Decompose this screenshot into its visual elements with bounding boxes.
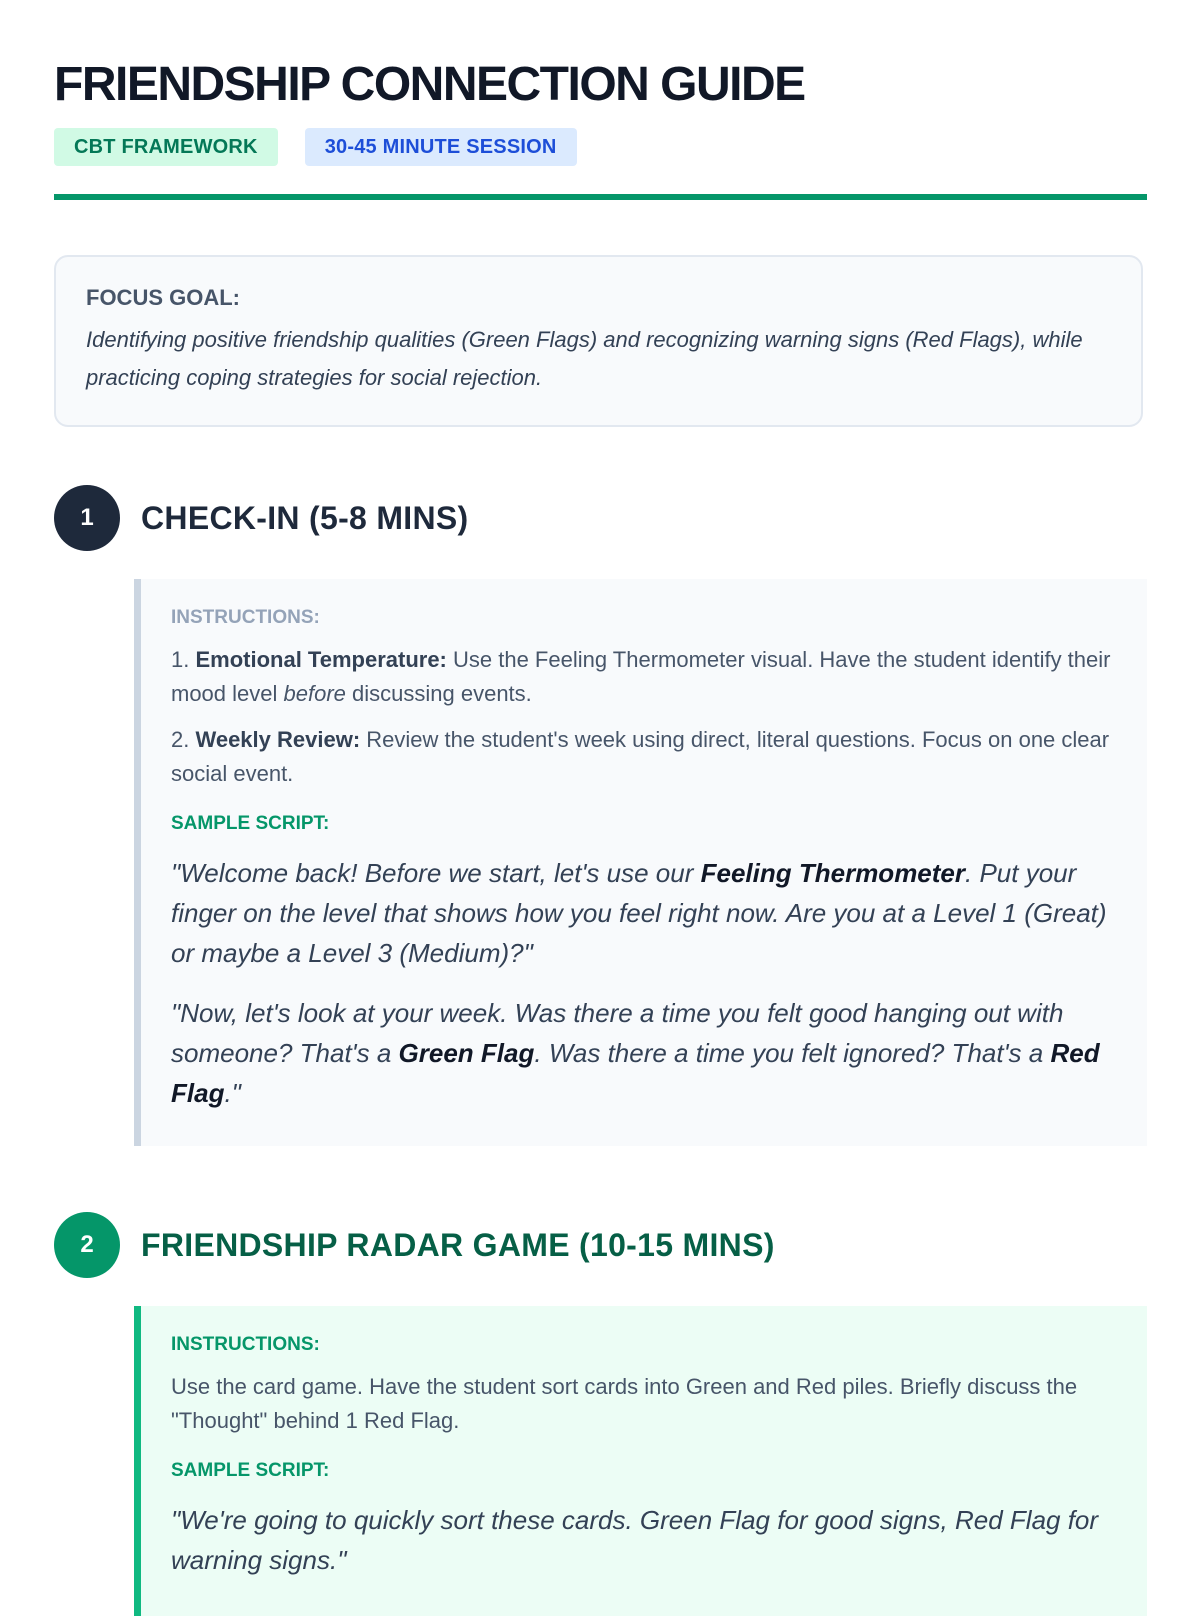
focus-goal-text: Identifying positive friendship qualities (Green Flags) and recognizing warning signs (Red Flags), while practicing coping strategies for social rejection. bbox=[86, 327, 1083, 390]
step-2-title: FRIENDSHIP RADAR GAME (10-15 MINS) bbox=[141, 1226, 775, 1263]
step-2-instruction: Use the card game. Have the student sort cards into Green and Red piles. Briefly discuss the "Thought" behind 1 Red Flag. bbox=[171, 1374, 1078, 1433]
step-1-script-1: "Welcome back! Before we start, let's use our Feeling Thermometer. Put your finger on the level that shows how you feel right now. Are you at a Level 1 (Great) or maybe a Level 3 (Medium)?" bbox=[171, 858, 1107, 968]
step-1-script-2: "Now, let's look at your week. Was there a time you felt good hanging out with someone? That's a Green Flag. Was there a time you felt ignored? That's a Red Flag." bbox=[171, 998, 1100, 1108]
tag-row bbox=[54, 128, 577, 166]
step-1-title: CHECK-IN (5-8 MINS) bbox=[141, 499, 469, 536]
step-1-instruction-1: 1. Emotional Temperature: Use the Feeling Thermometer visual. Have the student identify their mood level before discussing events. bbox=[171, 647, 1111, 706]
duration-tag: 30-45 MINUTE SESSION bbox=[305, 128, 577, 166]
focus-goal-box bbox=[54, 255, 1143, 427]
step-1-header bbox=[54, 485, 468, 551]
step-1-instruction-2: 2. Weekly Review: Review the student's week using direct, literal questions. Focus on one clear social event. bbox=[171, 727, 1110, 786]
framework-tag: CBT FRAMEWORK bbox=[54, 128, 278, 166]
page-title: FRIENDSHIP CONNECTION GUIDE bbox=[54, 58, 805, 111]
step-1-card bbox=[134, 579, 1147, 1146]
step-2-script: "We're going to quickly sort these cards. Green Flag for good signs, Red Flag for warning signs." bbox=[171, 1505, 1099, 1575]
step-1-script-label: SAMPLE SCRIPT: bbox=[171, 813, 330, 834]
step-2-header bbox=[54, 1212, 775, 1278]
step-2-card bbox=[134, 1306, 1147, 1616]
focus-goal-label: FOCUS GOAL: bbox=[86, 285, 240, 310]
step-1-number: 1 bbox=[54, 485, 120, 551]
step-2-script-label: SAMPLE SCRIPT: bbox=[171, 1460, 330, 1481]
step-2-number: 2 bbox=[54, 1212, 120, 1278]
step-1-instructions-label: INSTRUCTIONS: bbox=[171, 607, 320, 628]
header-divider bbox=[54, 194, 1147, 200]
step-2-instructions-label: INSTRUCTIONS: bbox=[171, 1334, 320, 1355]
